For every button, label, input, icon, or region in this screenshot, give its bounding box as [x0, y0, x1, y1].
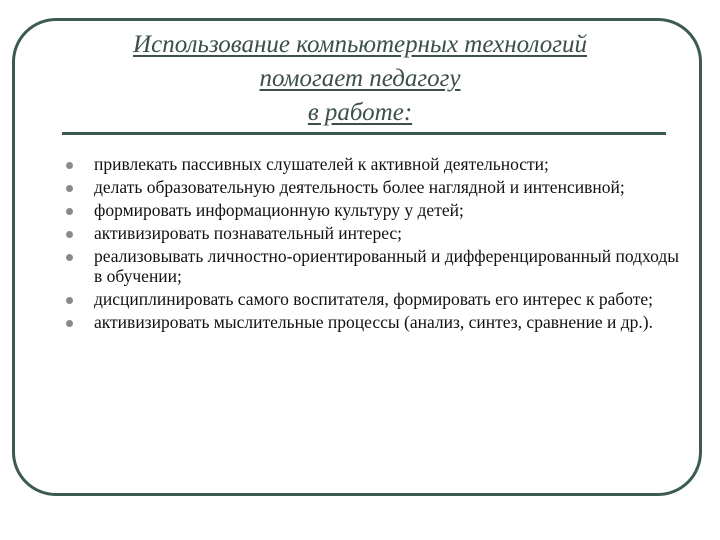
- title-line-3: в работе:: [307, 99, 413, 126]
- list-item: [64, 289, 684, 309]
- bullet-dot-icon: [66, 231, 73, 238]
- list-item-text: делать образовательную деятельность более наглядной и интенсивной;: [94, 177, 625, 197]
- list-item-text: привлекать пассивных слушателей к активной деятельности;: [94, 154, 549, 174]
- bullet-list: [64, 154, 684, 335]
- bullet-dot-icon: [66, 162, 73, 169]
- bullet-dot-icon: [66, 208, 73, 215]
- list-item-text: реализовывать личностно-ориентированный и дифференцированный подходы в обучении;: [94, 246, 680, 286]
- list-item: [64, 177, 684, 197]
- list-item: [64, 154, 684, 174]
- list-item-text: активизировать мыслительные процессы (анализ, синтез, сравнение и др.).: [94, 312, 653, 332]
- bullet-dot-icon: [66, 320, 73, 327]
- list-item-text: дисциплинировать самого воспитателя, формировать его интерес к работе;: [94, 289, 654, 309]
- list-item-text: формировать информационную культуру у детей;: [94, 200, 464, 220]
- list-item: [64, 246, 684, 286]
- title-line-2: помогает педагогу: [259, 65, 461, 92]
- bullet-dot-icon: [66, 185, 73, 192]
- list-item: [64, 312, 684, 332]
- list-item: [64, 223, 684, 243]
- bullet-dot-icon: [66, 297, 73, 304]
- title-divider: [62, 132, 666, 135]
- list-item: [64, 200, 684, 220]
- title-line-1: Использование компьютерных технологий: [133, 31, 587, 58]
- bullet-dot-icon: [66, 254, 73, 261]
- list-item-text: активизировать познавательный интерес;: [94, 223, 403, 243]
- slide-title: [40, 28, 680, 130]
